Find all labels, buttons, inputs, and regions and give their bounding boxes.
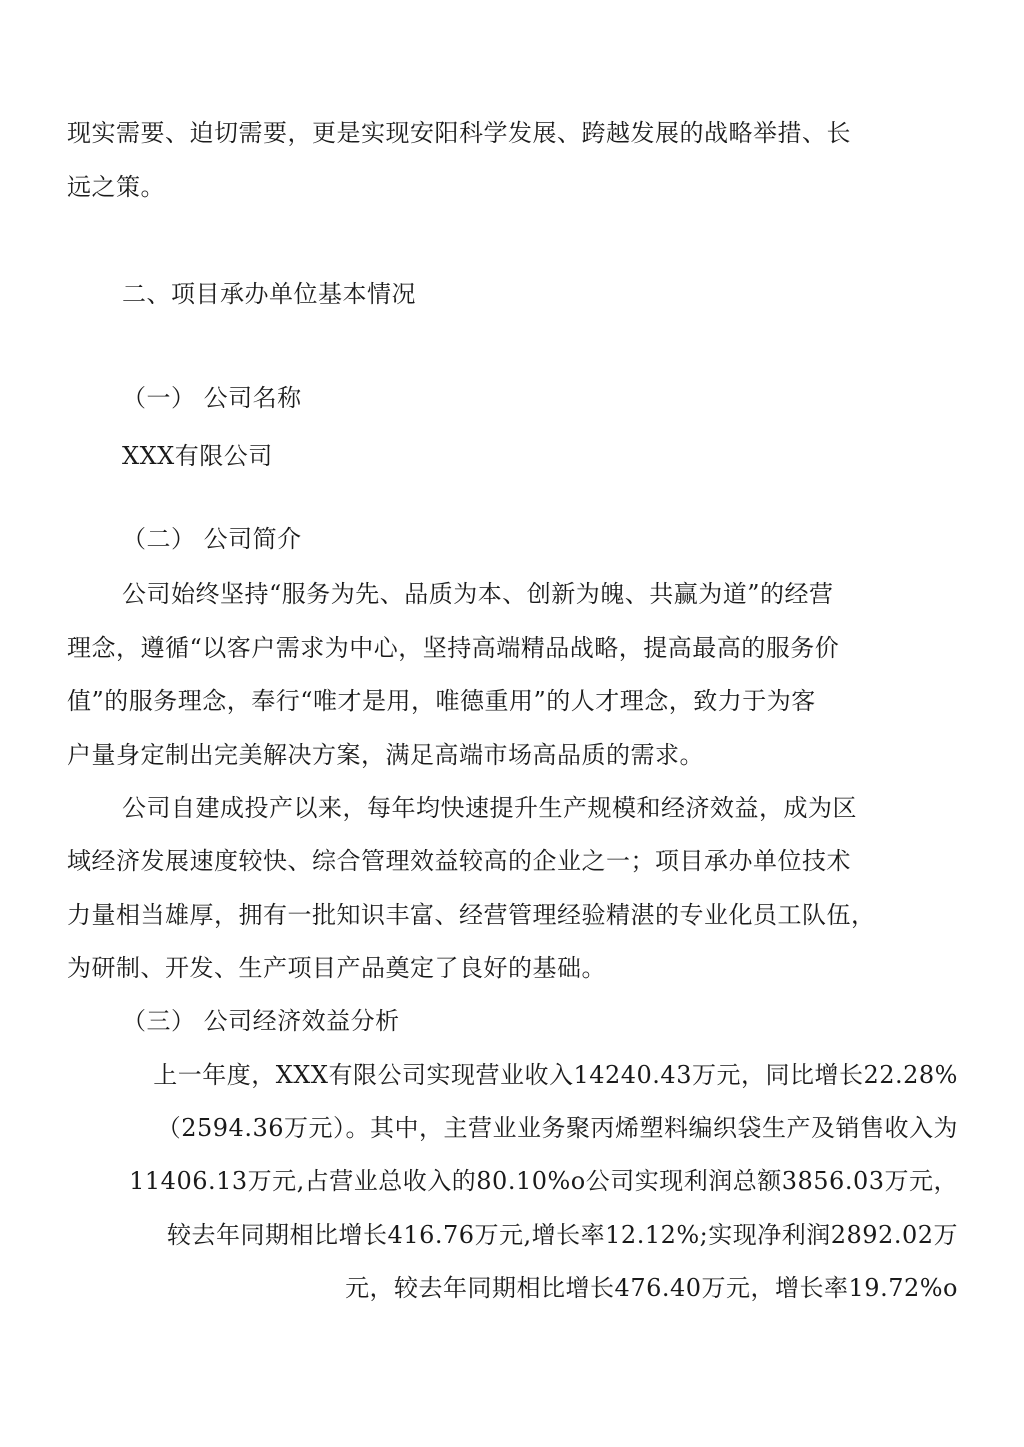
intro-line-1: 现实需要、迫切需要，更是实现安阳科学发展、跨越发展的战略举措、长 bbox=[67, 119, 851, 147]
economic-analysis-line: 元，较去年同期相比增长476.40万元，增长率19.72%o bbox=[345, 1274, 958, 1302]
subsection-heading-company-name: （一） 公司名称 bbox=[122, 384, 302, 412]
subsection-heading-company-intro: （二） 公司简介 bbox=[122, 525, 302, 553]
economic-analysis-line: 上一年度，XXX有限公司实现营业收入14240.43万元，同比增长22.28% bbox=[153, 1061, 958, 1089]
economic-analysis-line: 较去年同期相比增长416.76万元,增长率12.12%;实现净利润2892.02万 bbox=[167, 1221, 958, 1249]
intro-line-2: 远之策。 bbox=[67, 173, 165, 201]
intro-paragraph-1-line: 理念，遵循“以客户需求为中心，坚持高端精品战略，提高最高的服务价 bbox=[67, 634, 840, 662]
intro-paragraph-2-line: 公司自建成投产以来，每年均快速提升生产规模和经济效益，成为区 bbox=[122, 794, 857, 822]
intro-paragraph-1-line: 户量身定制出完美解决方案，满足高端市场高品质的需求。 bbox=[67, 741, 704, 769]
intro-paragraph-2-line: 为研制、开发、生产项目产品奠定了良好的基础。 bbox=[67, 954, 606, 982]
company-name: XXX有限公司 bbox=[122, 442, 273, 470]
section-heading: 二、项目承办单位基本情况 bbox=[122, 280, 416, 308]
economic-analysis-line: （2594.36万元）。其中，主营业业务聚丙烯塑料编织袋生产及销售收入为 bbox=[156, 1114, 958, 1142]
subsection-heading-economic-analysis: （三） 公司经济效益分析 bbox=[122, 1007, 400, 1035]
intro-paragraph-1-line: 公司始终坚持“服务为先、品质为本、创新为魄、共赢为道”的经营 bbox=[122, 580, 834, 608]
intro-paragraph-2-line: 力量相当雄厚，拥有一批知识丰富、经营管理经验精湛的专业化员工队伍， bbox=[67, 901, 876, 929]
economic-analysis-line: 11406.13万元,占营业总收入的80.10%o公司实现利润总额3856.03万元， bbox=[129, 1167, 958, 1195]
intro-paragraph-1-line: 值”的服务理念，奉行“唯才是用，唯德重用”的人才理念，致力于为客 bbox=[67, 687, 816, 715]
intro-paragraph-2-line: 域经济发展速度较快、综合管理效益较高的企业之一；项目承办单位技术 bbox=[67, 847, 851, 875]
